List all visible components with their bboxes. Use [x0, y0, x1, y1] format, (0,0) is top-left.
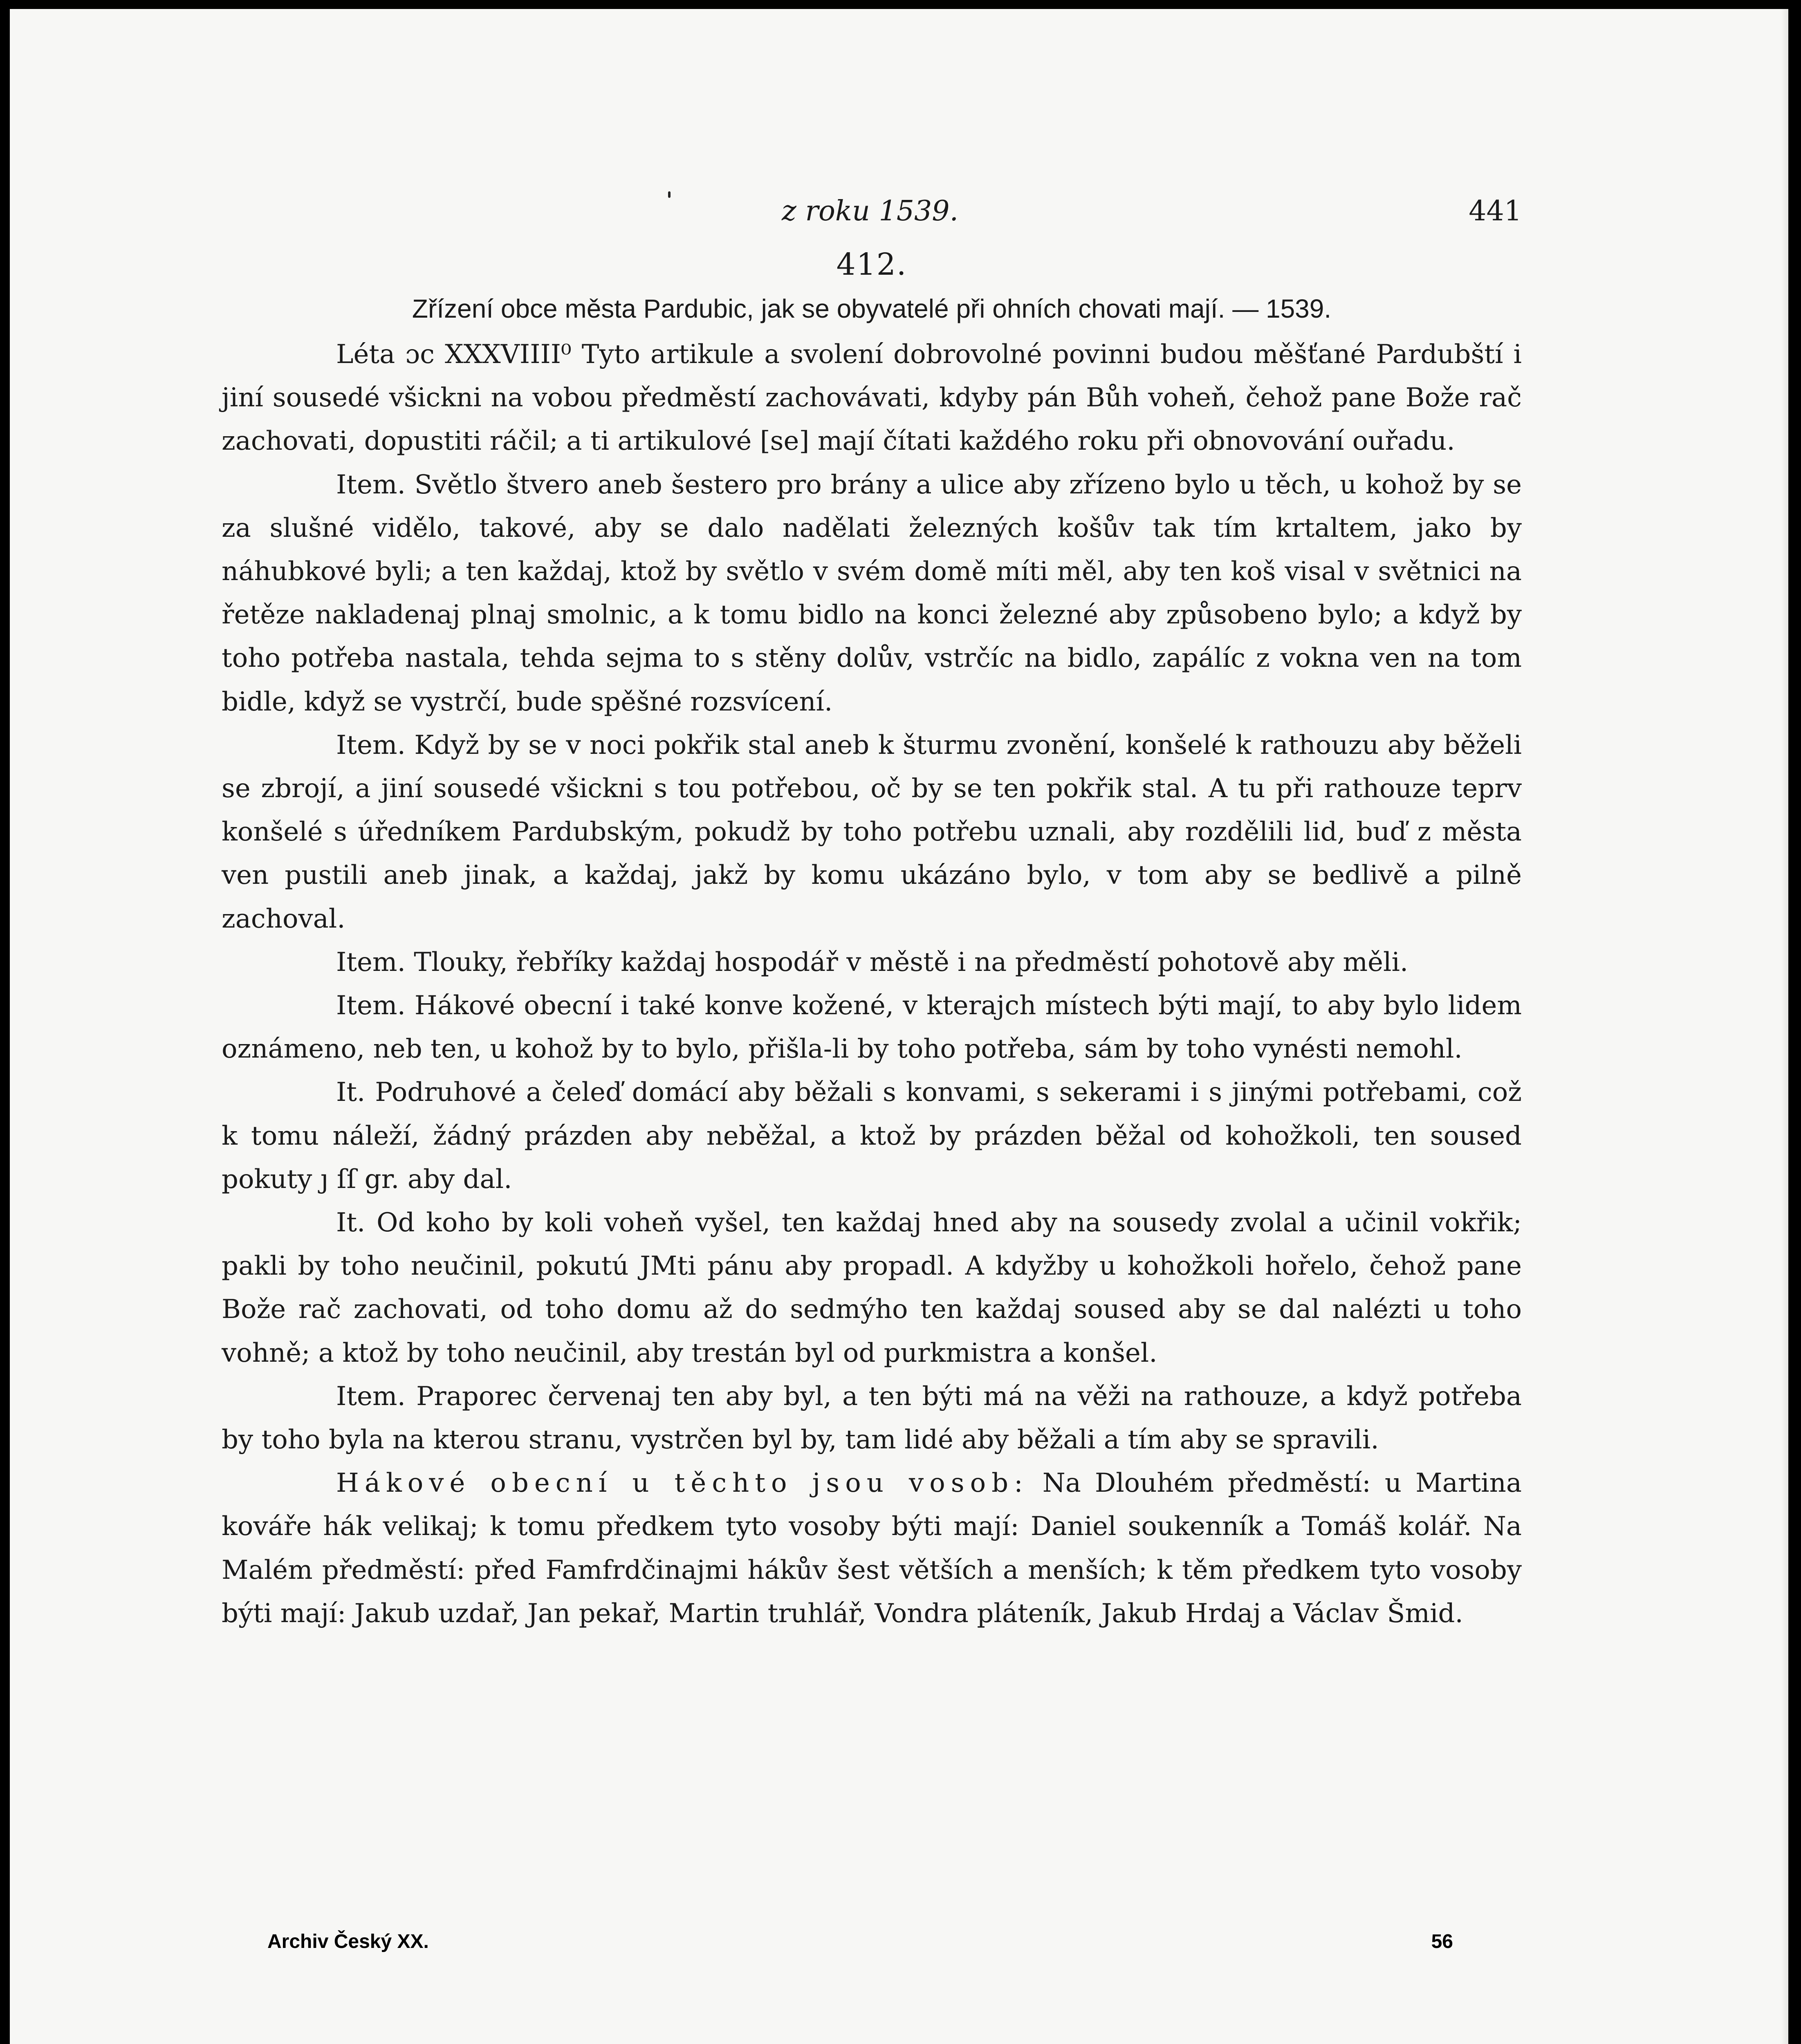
document-number: 412.: [836, 247, 907, 282]
paragraph-last: [222, 1461, 1522, 1635]
paragraph: Item. Tlouky, řebříky každaj hospodář v městě i na předměstí pohotově aby měli.: [336, 947, 1409, 977]
scan-speck: [668, 191, 671, 198]
paragraph: Léta ɔc XXXVIIII⁰ Tyto artikule a svolení dobrovolné povinni budou měšťané Pardubští i jiní sousedé všicknі na vobou předměstí zachovávati, kdyby pán Bůh voheň, čehož pane Bože rač zachovati, dopustiti ráčil; a ti artikulové [se] mají čítati každého roku při obnovování ouřadu.: [222, 339, 1522, 457]
page-edge-shadow: [1781, 9, 1788, 2044]
paragraph-text: Na Dlouhém předměstí: u Martina kováře hák velikaj; k tomu předkem tyto vosoby býti mají: Daniel soukenník a Tomáš kolář. Na Malém předměstí: před Famfrdčinajmi hákův šest větších a menších; k těm předkem tyto vosoby býti mají: Jakub uzdař, Jan pekař, Martin truhlář, Vondra pláteník, Jakub Hrdaj a Václav Šmid.: [222, 1468, 1522, 1629]
running-head: [222, 189, 1522, 234]
paragraph: It. Od koho by koli voheň vyšel, ten každaj hned aby na sousedy zvolal a učinil vokřik; pakli by toho neučinil, pokutú JMti pánu aby propadl. A kdyžby u kohožkoli hořelo, čehož pane Bože rač zachovati, od toho domu až do sedmýho ten každaj soused aby se dal nalézti u toho vohně; a ktož by toho neučinil, aby trestán byl od purkmistra a konšel.: [222, 1208, 1522, 1368]
paragraph: It. Podruhové a čeleď domácí aby běžali s konvami, s sekerami i s jinými potřebami, což k tomu náleží, žádný prázden aby neběžal, a ktož by prázden běžal od kohožkoli, ten soused pokuty ȷ ſſ gr. aby dal.: [222, 1077, 1522, 1195]
footer-sheet-number: 56: [1431, 1931, 1453, 1952]
paragraph: Item. Když by se v noci pokřik stal aneb k šturmu zvonění, konšelé k rathouzu aby běželi se zbrojí, a jiní sousedé všickni s tou potřebou, oč by se ten pokřik stal. A tu při rathouze teprv konšelé s úředníkem Pardubským, pokudž by toho potřebu uznali, aby rozdělili lid, buď z města ven pustili aneb jinak, a každaj, jakž by komu ukázáno bylo, v tom aby se bedlivě a pilně zachoval.: [222, 730, 1522, 934]
paragraph: Item. Hákové obecní i také konve kožené, v kterajch místech býti mají, to aby bylo lidem oznámeno, neb ten, u kohož by to bylo, přišla-li by toho potřeba, sám by toho vynésti nemohl.: [222, 991, 1522, 1065]
footer-signature: Archiv Český XX.: [267, 1931, 429, 1952]
running-title: z roku 1539.: [782, 195, 959, 227]
document-body: [222, 333, 1522, 1635]
scanned-page: [10, 9, 1788, 2044]
paragraph: Item. Praporec červenaj ten aby byl, a ten býti má na věži na rathouze, a když potřeba by toho byla na kterou stranu, vystrčen byl by, tam lidé aby běžali a tím aby se spravili.: [222, 1381, 1522, 1455]
page-footer: [267, 1930, 1453, 1963]
spaced-lead-text: Hákové obecní u těchto jsou vosob:: [336, 1468, 1029, 1499]
page-number: 441: [1469, 195, 1522, 227]
page-content: [222, 189, 1522, 1635]
document-title: Zřízení obce města Pardubic, jak se obyvatelé při ohních chovati mají. — 1539.: [412, 294, 1332, 323]
paragraph: Item. Světlo štvero aneb šestero pro brány a ulice aby zřízeno bylo u těch, u kohož by se za slušné vidělo, takové, aby se dalo nadělati železných košův tak tím krtaltem, jako by náhubkové byli; a ten každaj, ktož by světlo v svém domě míti měl, aby ten koš visal v světnici na řetěze nakladenaj plnaj smolnic, a k tomu bidlo na konci železné aby způsobeno bylo; a když by toho potřeba nastala, tehda sejma to s stěny dolův, vstrčíc na bidlo, zapálíc z vokna ven na tom bidle, když se vystrčí, bude spěšné rozsvícení.: [222, 469, 1522, 717]
